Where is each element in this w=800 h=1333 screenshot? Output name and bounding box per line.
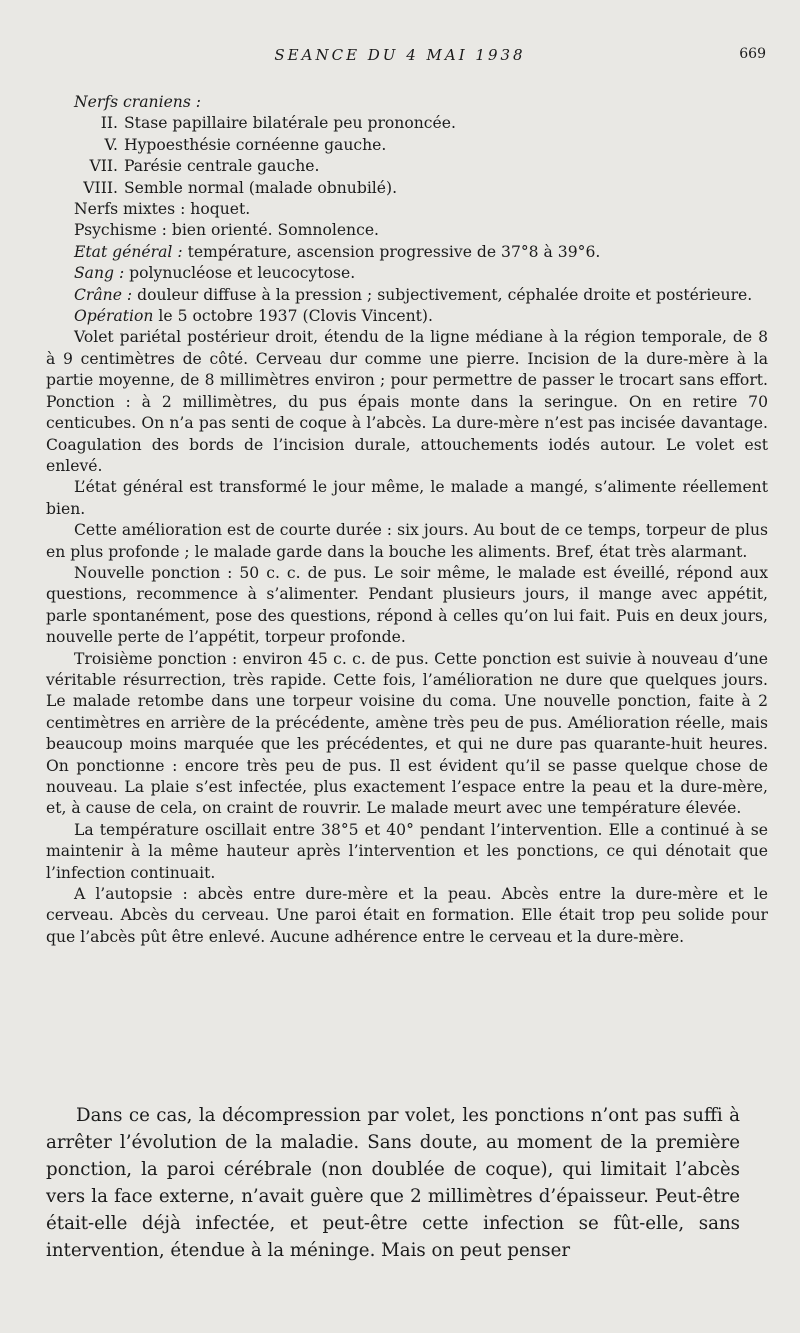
list-item: VIII. Semble normal (malade obnubilé). bbox=[83, 178, 398, 197]
paragraph: Cette amélioration est de courte durée : six jours. Au bout de ce temps, torpeur de plus en plus profonde ; le malade garde dans la bouche les aliments. Bref, état très alarmant. bbox=[46, 521, 768, 561]
discussion-paragraph: Dans ce cas, la décompression par volet, les ponctions n’ont pas suffi à arrêter l’évolution de la maladie. Sans doute, au moment de la première ponction, la paroi cérébrale (non doublée de coque), qui limitait l’abcès vers la face externe, n’avait guère que 2 millimètres d’épaisseur. Peut-être était-elle déjà infectée, et peut-être cette infection se fût-elle, sans intervention, étendue à la méninge. Mais on peut penser bbox=[46, 1105, 740, 1261]
paragraph: A l’autopsie : abcès entre dure-mère et la peau. Abcès entre la dure-mère et le cerveau. Abcès du cerveau. Une paroi était en formation. Elle était trop peu solide pour que l’abcès pût être enlevé. Aucune adhérence entre le cerveau et la dure-mère. bbox=[46, 885, 768, 946]
nerves-heading: Nerfs craniens : bbox=[74, 93, 202, 111]
paragraph: Troisième ponction : environ 45 c. c. de pus. Cette ponction est suivie à nouveau d’une véritable résurrection, très rapide. Cette fois, l’amélioration ne dure que quelques jours. Le malade retombe dans une torpeur voisine du coma. Une nouvelle ponction, faite à 2 centimètres en arrière de la précédente, amène très peu de pus. Amélioration réelle, mais beaucoup moins marquée que les précédentes, et qui ne dure pas quarante-huit heures. On ponctionne : encore très peu de pus. Il est évident qu’il se passe quelque chose de nouveau. La plaie s’est infectée, plus exactement l’espace entre la peau et la dure-mère, et, à cause de cela, on craint de rouvrir. Le malade meurt avec une température élevée. bbox=[46, 649, 768, 818]
mixed-nerves-line: Nerfs mixtes : hoquet. bbox=[74, 200, 251, 219]
blood-line: Sang : polynucléose et leucocytose. bbox=[74, 264, 356, 283]
cranial-nerves-list bbox=[46, 113, 768, 199]
paragraph: La température oscillait entre 38°5 et 40° pendant l’intervention. Elle a continué à se maintenir à la même hauteur après l’intervention et les ponctions, ce qui dénotait que l’infection continuait. bbox=[46, 820, 768, 882]
paragraph: Nouvelle ponction : 50 c. c. de pus. Le soir même, le malade est éveillé, répond aux questions, recommence à s’alimenter. Pendant plusieurs jours, il mange avec appétit, parle spontanément, pose des questions, répond à celles qu’on lui fait. Puis en deux jours, nouvelle perte de l’appétit, torpeur profonde. bbox=[46, 563, 768, 647]
list-item: V. Hypoesthésie cornéenne gauche. bbox=[104, 135, 387, 154]
general-state-line: Etat général : température, ascension progressive de 37°8 à 39°6. bbox=[74, 242, 601, 261]
paragraph: Volet pariétal postérieur droit, étendu de la ligne médiane à la région temporale, de 8 à 9 centimètres de côté. Cerveau dur comme une pierre. Incision de la dure-mère à la partie moyenne, de 8 millimètres environ ; pour permettre de passer le trocart sans effort. Ponction : à 2 millimètres, du pus épais monte dans la seringue. On en retire 70 centicubes. On n’a pas senti de coque à l’abcès. La dure-mère n’est pas incisée davantage. Coagulation des bords de l’incision durale, attouchements iodés autour. Le volet est enlevé. bbox=[46, 328, 768, 475]
list-item: VII. Parésie centrale gauche. bbox=[89, 157, 320, 176]
paragraph: L’état général est transformé le jour même, le malade a mangé, s’alimente réellement bien. bbox=[46, 478, 768, 518]
page-number: 669 bbox=[739, 46, 766, 62]
discussion-section bbox=[46, 1102, 740, 1264]
operation-line: Opération le 5 octobre 1937 (Clovis Vincent). bbox=[74, 307, 433, 326]
running-header bbox=[0, 46, 800, 72]
psychism-line: Psychisme : bien orienté. Somnolence. bbox=[74, 221, 380, 240]
header-title: SEANCE DU 4 MAI 1938 bbox=[274, 46, 526, 64]
case-report bbox=[46, 92, 768, 948]
list-item: II. Stase papillaire bilatérale peu prononcée. bbox=[100, 114, 456, 133]
skull-line: Crâne : douleur diffuse à la pression ; subjectivement, céphalée droite et postérieure. bbox=[74, 285, 753, 304]
